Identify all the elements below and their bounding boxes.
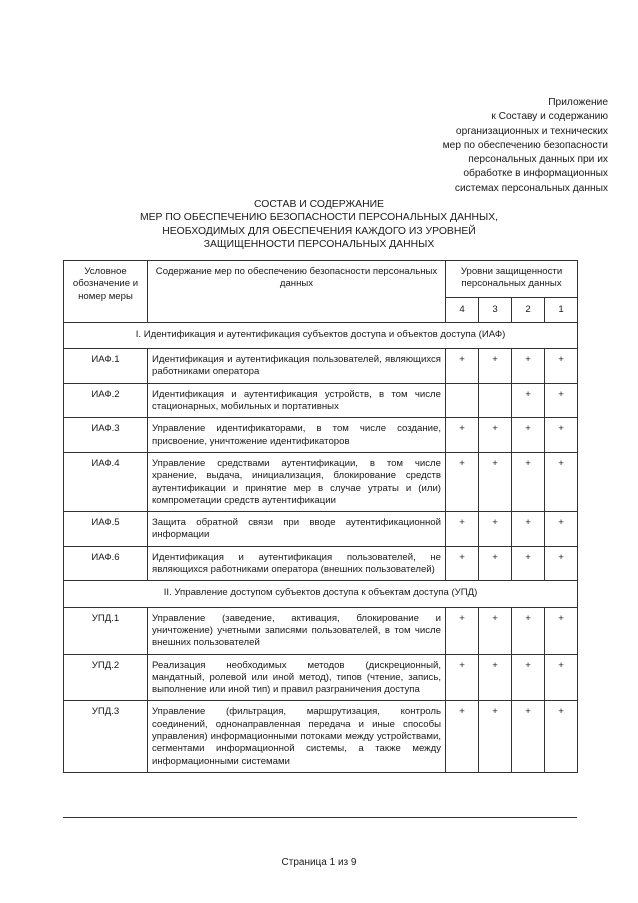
table-row: [64, 349, 578, 384]
measure-code: ИАФ.4: [64, 452, 148, 511]
title-line: ЗАЩИЩЕННОСТИ ПЕРСОНАЛЬНЫХ ДАННЫХ: [203, 238, 435, 250]
title-line: СОСТАВ И СОДЕРЖАНИЕ: [254, 199, 384, 210]
appendix-line: к Составу и содержанию: [491, 111, 608, 123]
level-mark: +: [512, 349, 545, 384]
level-mark: +: [512, 418, 545, 453]
level-mark: +: [512, 546, 545, 581]
level-mark: +: [479, 512, 512, 547]
table-row: [64, 546, 578, 581]
measure-description: Идентификация и аутентификация устройств, в том числе стационарных, мобильных и портативных: [148, 383, 446, 418]
level-3: 3: [479, 297, 512, 322]
measures-table: [63, 260, 578, 773]
level-4: 4: [446, 297, 479, 322]
level-mark: +: [545, 546, 578, 581]
level-mark: +: [479, 349, 512, 384]
measure-description: Управление (фильтрация, маршрутизация, контроль соединений, однонаправленная передача и иные способы управления) информационными потоками между устройствами, сегментами информационной системы, а также между информационными системами: [148, 701, 446, 772]
measure-description: Защита обратной связи при вводе аутентификационной информации: [148, 512, 446, 547]
appendix-line: системах персональных данных: [454, 182, 608, 194]
section-title: II. Управление доступом субъектов доступа к объектам доступа (УПД): [64, 581, 578, 607]
measure-description: Идентификация и аутентификация пользователей, являющихся работниками оператора: [148, 349, 446, 384]
section-title: I. Идентификация и аутентификация субъектов доступа и объектов доступа (ИАФ): [64, 322, 578, 348]
level-mark: +: [479, 701, 512, 772]
appendix-line: персональных данных при их: [468, 154, 608, 166]
appendix-line: Приложение: [548, 97, 608, 108]
level-mark: +: [545, 701, 578, 772]
measure-code: ИАФ.6: [64, 546, 148, 581]
section-row: [64, 581, 578, 607]
level-mark: +: [446, 512, 479, 547]
level-mark: +: [479, 546, 512, 581]
measure-code: УПД.2: [64, 654, 148, 701]
level-mark: +: [446, 349, 479, 384]
header-levels: Уровни защищенности персональных данных: [446, 261, 578, 298]
level-mark: +: [512, 383, 545, 418]
title-line: НЕОБХОДИМЫХ ДЛЯ ОБЕСПЕЧЕНИЯ КАЖДОГО ИЗ УРОВНЕЙ: [162, 225, 476, 237]
level-mark: +: [446, 418, 479, 453]
level-mark: +: [446, 452, 479, 511]
measure-description: Идентификация и аутентификация пользователей, не являющихся работниками оператора (внешних пользователей): [148, 546, 446, 581]
header-code: Условное обозначение и номер меры: [64, 261, 148, 323]
level-mark: +: [446, 701, 479, 772]
table-row: [64, 512, 578, 547]
level-mark: +: [446, 546, 479, 581]
appendix-line: мер по обеспечению безопасности: [442, 139, 608, 151]
table-row: [64, 701, 578, 772]
level-mark: +: [512, 701, 545, 772]
measure-code: ИАФ.3: [64, 418, 148, 453]
measure-code: ИАФ.1: [64, 349, 148, 384]
level-mark: +: [545, 607, 578, 654]
table-row: [64, 452, 578, 511]
measure-code: ИАФ.2: [64, 383, 148, 418]
level-mark: +: [479, 452, 512, 511]
table-row: [64, 654, 578, 701]
measure-code: УПД.3: [64, 701, 148, 772]
measure-description: Управление (заведение, активация, блокирование и уничтожение) учетными записями пользователей, в том числе внешних пользователей: [148, 607, 446, 654]
level-mark: +: [512, 607, 545, 654]
appendix-note: [358, 96, 608, 196]
level-mark: +: [479, 418, 512, 453]
level-mark: +: [512, 452, 545, 511]
table-body: [64, 322, 578, 772]
level-mark: +: [545, 418, 578, 453]
level-mark: +: [545, 654, 578, 701]
measure-description: Управление средствами аутентификации, в том числе хранение, выдача, инициализация, блокирование средств аутентификации и принятие мер в случае утраты и (или) компрометации средств аутентификации: [148, 452, 446, 511]
level-mark: +: [479, 654, 512, 701]
level-mark: +: [545, 512, 578, 547]
level-mark: +: [545, 349, 578, 384]
level-mark: +: [446, 607, 479, 654]
table-row: [64, 383, 578, 418]
level-mark: +: [512, 512, 545, 547]
footer-divider: [63, 817, 577, 818]
level-1: 1: [545, 297, 578, 322]
table-row: [64, 607, 578, 654]
level-mark: +: [545, 383, 578, 418]
table-row: [64, 418, 578, 453]
appendix-line: обработке в информационных: [463, 168, 608, 180]
title-line: МЕР ПО ОБЕСПЕЧЕНИЮ БЕЗОПАСНОСТИ ПЕРСОНАЛЬНЫХ ДАННЫХ,: [139, 212, 499, 224]
level-mark: [479, 383, 512, 418]
measure-code: ИАФ.5: [64, 512, 148, 547]
header-content: Содержание мер по обеспечению безопасности персональных данных: [148, 261, 446, 323]
level-mark: +: [446, 654, 479, 701]
section-row: [64, 322, 578, 348]
level-2: 2: [512, 297, 545, 322]
measure-description: Реализация необходимых методов (дискреционный, мандатный, ролевой или иной метод), типов (чтение, запись, выполнение или иной тип) и правил разграничения доступа: [148, 654, 446, 701]
level-mark: +: [512, 654, 545, 701]
appendix-line: организационных и технических: [455, 125, 608, 137]
document-title: [0, 198, 638, 251]
page-number: Страница 1 из 9: [281, 857, 357, 868]
level-mark: +: [479, 607, 512, 654]
level-mark: [446, 383, 479, 418]
level-mark: +: [545, 452, 578, 511]
measure-code: УПД.1: [64, 607, 148, 654]
measure-description: Управление идентификаторами, в том числе создание, присвоение, уничтожение идентификаторов: [148, 418, 446, 453]
